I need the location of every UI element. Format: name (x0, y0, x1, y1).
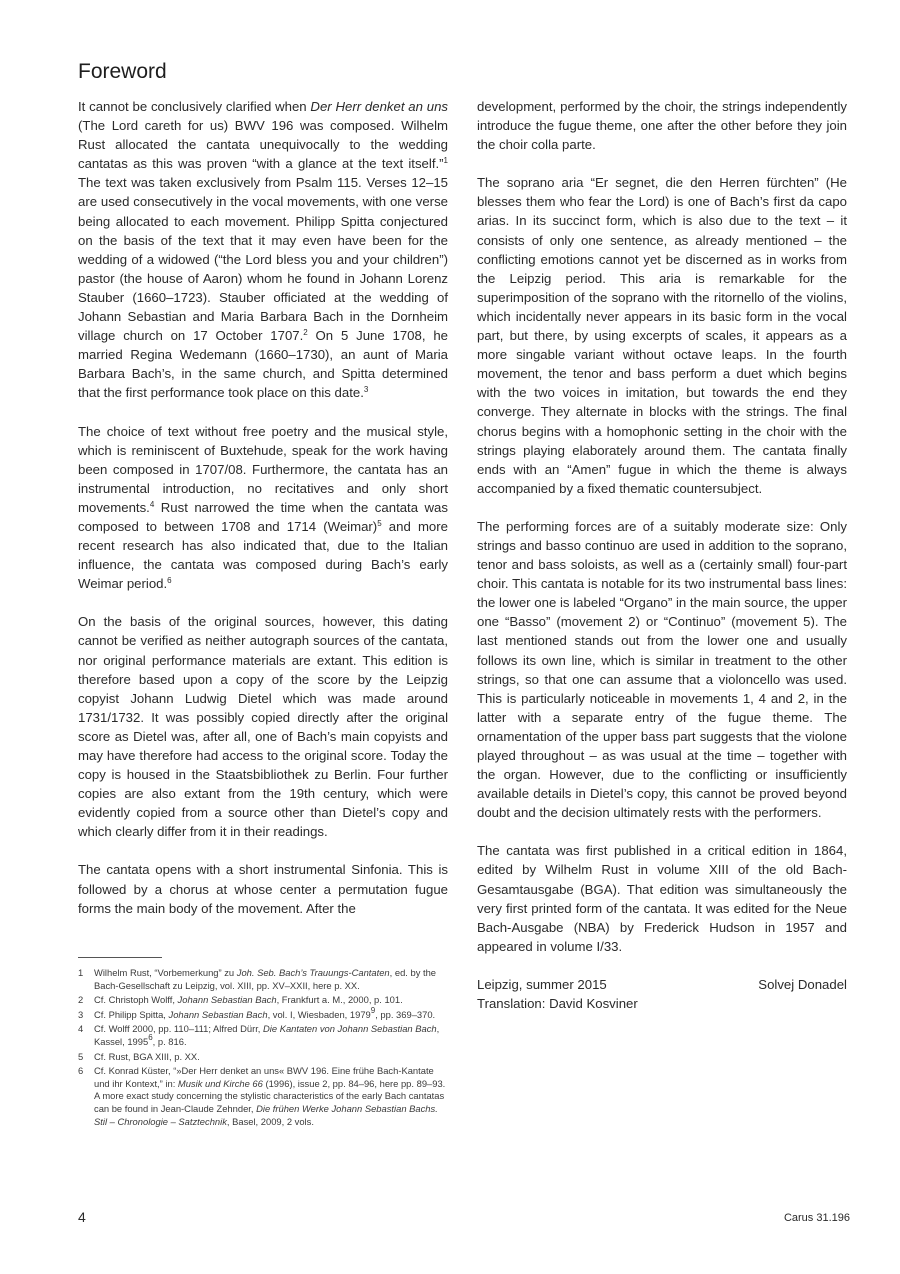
footnote-number: 4 (78, 1023, 84, 1035)
footnote (78, 1005, 448, 1022)
footnote (78, 1051, 448, 1064)
paragraph: The choice of text without free poetry and the musical style, which is reminiscent of Buxtehude, speak for the work having been composed in 1707/08. Furthermore, the cantata has an instrumental introduction, no recitatives and only short movements.$^4$ Rust narrowed the time when the cantata was composed to between 1708 and 1714 (Weimar)$^5$ and more recent research has also indicated that, due to the Italian influence, the cantata was composed during Bach’s early Weimar period.$^6$ (78, 423, 448, 592)
footnote-text: Cf. Christoph Wolff, Johann Sebastian Bach, Frankfurt a. M., 2000, p. 101. (94, 994, 403, 1006)
footnote-number: 5 (78, 1050, 84, 1062)
footnote (78, 1023, 448, 1048)
footnote-text: Cf. Konrad Küster, “»Der Herr denket an uns« BWV 196. Eine frühe Bach-Kantate und ihr Kontext,” in: Musik und Kirche 66 (1996), issue 2, pp. 84–96, here pp. 89–93. A more exact study concerning the stylistic characteristics of the early Bach cantatas can be found in Jean-Claude Zehnder, Die frühen Werke Johann Sebastian Bachs. Stil – Chronologie – Satztechnik, Basel, 2009, 2 vols. (94, 1065, 446, 1127)
paragraph: The cantata opens with a short instrumental Sinfonia. This is followed by a chorus at whose center a permutation fugue forms the main body of the movement. After the (78, 862, 448, 916)
footnote-number: 6 (78, 1065, 84, 1077)
footnote (78, 967, 448, 992)
translator-credit: Translation: David Kosviner (477, 996, 638, 1012)
paragraph: The cantata was first published in a critical edition in 1864, edited by Wilhelm Rust in volume XIII of the old Bach-Gesamtausgabe (BGA). That edition was simultaneously the very first printed form of the cantata. It was edited for the Neue Bach-Ausgabe (NBA) by Frederick Hudson in 1957 and appeared in volume I/33. (477, 843, 847, 954)
right-column (477, 97, 847, 1013)
paragraph: It cannot be conclusively clarified when Der Herr denket an uns (The Lord careth for us) BWV 196 was composed. Wilhelm Rust allocated the cantata unequivocally to the wedding cantatas as this was proven “with a glance at the text itself.”$^1$ The text was taken exclusively from Psalm 115. Verses 12–15 are used consecutively in the vocal movements, with one verse being allocated to each movement. Philipp Spitta conjectured on the basis of the text that it may even have been for the wedding of a widowed (“the Lord bless you and your children”) pastor (the house of Aaron) whom he found in Johann Lorenz Stauber (1660–1723). Stauber officiated at the wedding of Johann Sebastian and Maria Barbara Bach in the Dornheim village church on 17 October 1707.$^2$ On 5 June 1708, he married Regina Wedemann (1660–1730), an aunt of Maria Barbara Bach’s, in the same church, and Spitta determined that the first performance took place on this date.$^3$ (78, 99, 449, 401)
footnote-number: 3 (78, 1008, 84, 1020)
footnote-text: Wilhelm Rust, “Vorbemerkung” zu Joh. Seb. Bach’s Trauungs-Cantaten, ed. by the Bach-Gesellschaft zu Leipzig, vol. XIII, pp. XV–XXII, here p. XX. (94, 967, 437, 991)
page-number: 4 (78, 1209, 86, 1225)
footnote-text: Cf. Philipp Spitta, Johann Sebastian Bach, vol. I, Wiesbaden, 1979$^9$, pp. 369–370. (94, 1005, 436, 1020)
signature-line (477, 975, 847, 994)
footnote-text: Cf. Wolff 2000, pp. 110–111; Alfred Dürr, Die Kantaten von Johann Sebastian Bach, Kassel, 1995$^6$, p. 816. (94, 1023, 440, 1047)
footnote-number: 1 (78, 967, 84, 978)
paragraph: On the basis of the original sources, however, this dating cannot be verified as neither autograph sources of the cantata, nor original performance materials are extant. This edition is therefore based upon a copy of the score by the Leipzig copyist Johann Ludwig Dietel which was made around 1731/1732. It was possibly copied directly after the original score as Dietel was, after all, one of Bach’s main copyists and may have therefore had access to the original score. Today the copy is housed in the Staatsbibliothek zu Berlin. Four further copies are also extant from the 19th century, which were evidently copied from a source other than Dietel’s copy and which clearly differ from it in their readings. (78, 614, 448, 840)
publisher-code: Carus 31.196 (783, 1212, 850, 1224)
paragraph: The soprano aria “Er segnet, die den Herren fürchten” (He blesses them who fear the Lord) is one of Bach’s first da capo arias. In its succinct form, which is also due to the text – it consists of only one sentence, as already mentioned – the conflicting emotions cannot yet be discerned as in works from the Leipzig period. This aria is remarkable for the superimposition of the soprano with the ritornello of the violins, which incidentally never appears in its basic form in the vocal part, but there, by using excerpts of scales, it appears as a more singable variant without octave leaps. In the fourth movement, the tenor and bass perform a duet which begins with the two voices in imitation, but towards the end they converge. They alternate in blocks with the strings. The final chorus begins with a homophonic setting in the choir with the strings playing elaborately around them. The cantata finally ends with an “Amen” fugue in which the theme is always accompanied by a fixed thematic countersubject. (477, 175, 847, 496)
footnote (78, 994, 448, 1007)
footnotes (78, 967, 448, 1130)
footnote (78, 1065, 448, 1128)
page-title: Foreword (78, 60, 167, 83)
footnote-divider (78, 957, 162, 958)
author-name: Solvej Donadel (758, 976, 847, 992)
paragraph: The performing forces are of a suitably moderate size: Only strings and basso continuo are used in addition to the soprano, tenor and bass soloists, as well as a (certainly small) four-part choir. This cantata is notable for its two instrumental bass lines: the lower one is labeled “Organo” in the main source, the upper one “Basso” (movement 2) or “Continuo” (movement 5). The last mentioned stands out from the lower one and usually follows its own line, which is similar in treatment to the other strings, so that one can assume that a violoncello was used. This is particularly noticeable in movements 1, 4 and 2, in the latter with a separate entry of the fugue theme. The ornamentation of the upper bass part suggests that the violone played throughout – as was usual at the time – together with the organ. However, due to the conflicting or insufficiently available details in Dietel’s copy, this cannot be proved beyond doubt and the decision ultimately rests with the performers. (477, 518, 847, 821)
paragraph: development, performed by the choir, the strings independently introduce the fugue theme, one after the other before they join the choir colla parte. (477, 99, 847, 153)
left-column (78, 97, 448, 918)
footnote-text: Cf. Rust, BGA XIII, p. XX. (94, 1050, 200, 1062)
footnote-number: 2 (78, 994, 84, 1006)
place-date: Leipzig, summer 2015 (477, 976, 607, 992)
